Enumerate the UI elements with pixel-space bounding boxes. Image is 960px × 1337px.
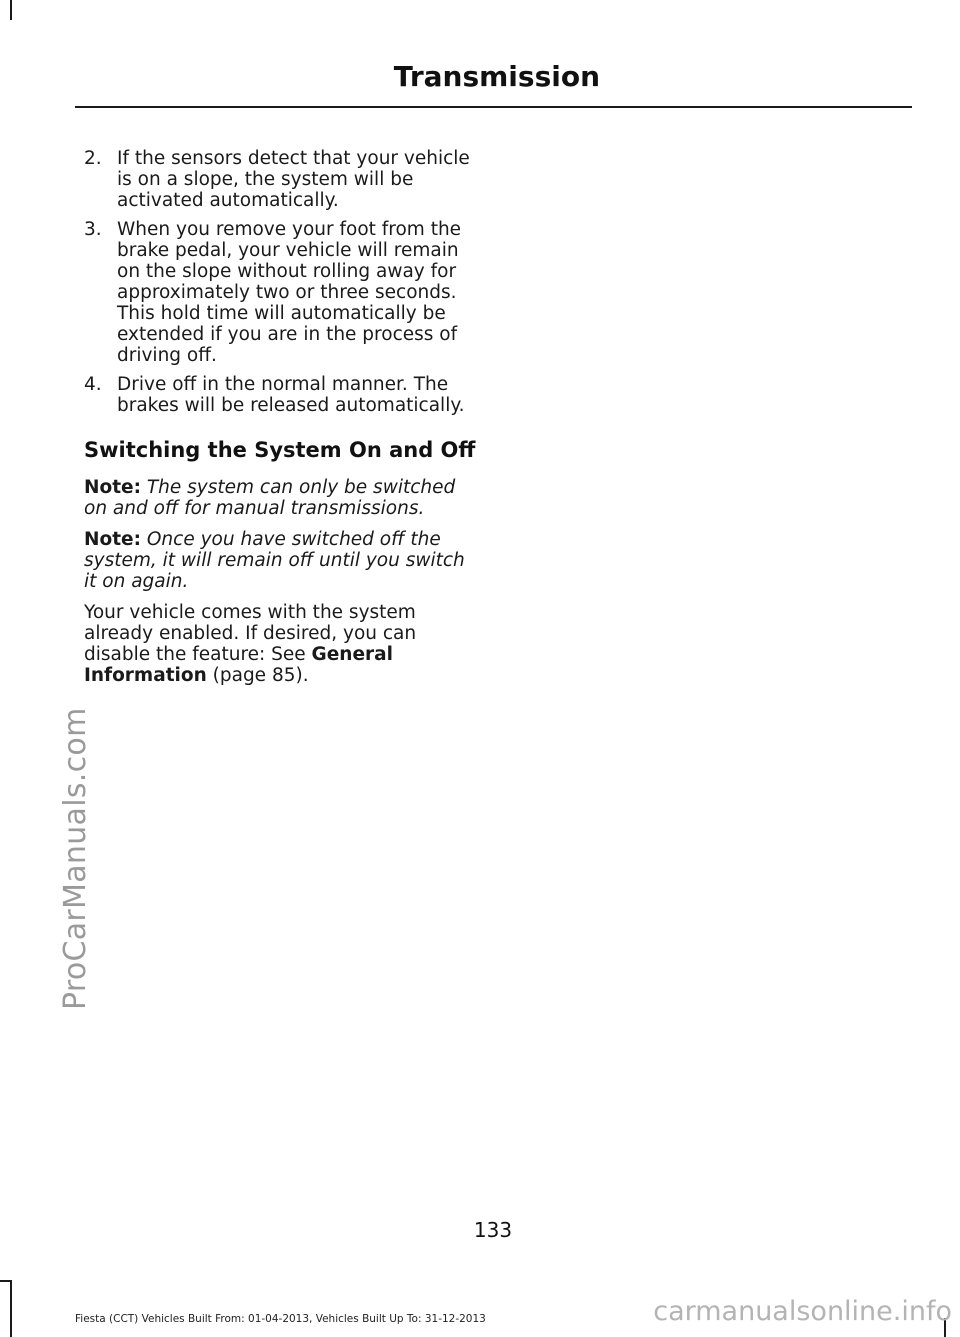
steps-list [84, 148, 479, 416]
page-number: 133 [473, 1218, 513, 1242]
crop-mark-bottom-left-h [0, 1280, 12, 1282]
body-text-end: (page 85). [206, 665, 309, 686]
note-text: The system can only be switched on and off for manual transmissions. [84, 477, 456, 519]
corner-watermark: carmanualsonline.info [653, 1296, 952, 1327]
step-text: If the sensors detect that your vehicle is on a slope, the system will be activated automatically. [117, 148, 470, 211]
step-number: 4. [84, 374, 102, 395]
list-item [84, 219, 479, 366]
body-text: Your vehicle comes with the system already enabled. If desired, you can disable the feature: See [84, 602, 417, 665]
note-label: Note: [84, 529, 141, 550]
side-watermark: ProCarManuals.com [58, 707, 93, 1010]
section-heading: Switching the System On and Off [84, 438, 476, 462]
crop-mark-bottom-left [10, 1280, 12, 1337]
note [84, 477, 479, 519]
main-content [84, 148, 479, 696]
cross-reference-link[interactable]: General Information [84, 644, 393, 686]
note-text: Once you have switched off the system, it will remain off until you switch it on again. [84, 529, 465, 592]
step-text: When you remove your foot from the brake pedal, your vehicle will remain on the slope without rolling away for approximately two or three seconds. This hold time will automatically be extended if you are in the process of driving off. [117, 219, 462, 366]
header-rule [75, 106, 912, 108]
note-label: Note: [84, 477, 141, 498]
step-number: 2. [84, 148, 102, 169]
note [84, 529, 479, 592]
page-title: Transmission [393, 60, 600, 93]
body-paragraph [84, 602, 479, 686]
list-item [84, 148, 479, 211]
crop-mark-top-left [10, 0, 12, 20]
footer-text: Fiesta (CCT) Vehicles Built From: 01-04-2013, Vehicles Built Up To: 31-12-2013 [75, 1313, 486, 1325]
step-text: Drive off in the normal manner. The brakes will be released automatically. [117, 374, 465, 416]
step-number: 3. [84, 219, 102, 240]
page-header [0, 60, 600, 93]
list-item [84, 374, 479, 416]
